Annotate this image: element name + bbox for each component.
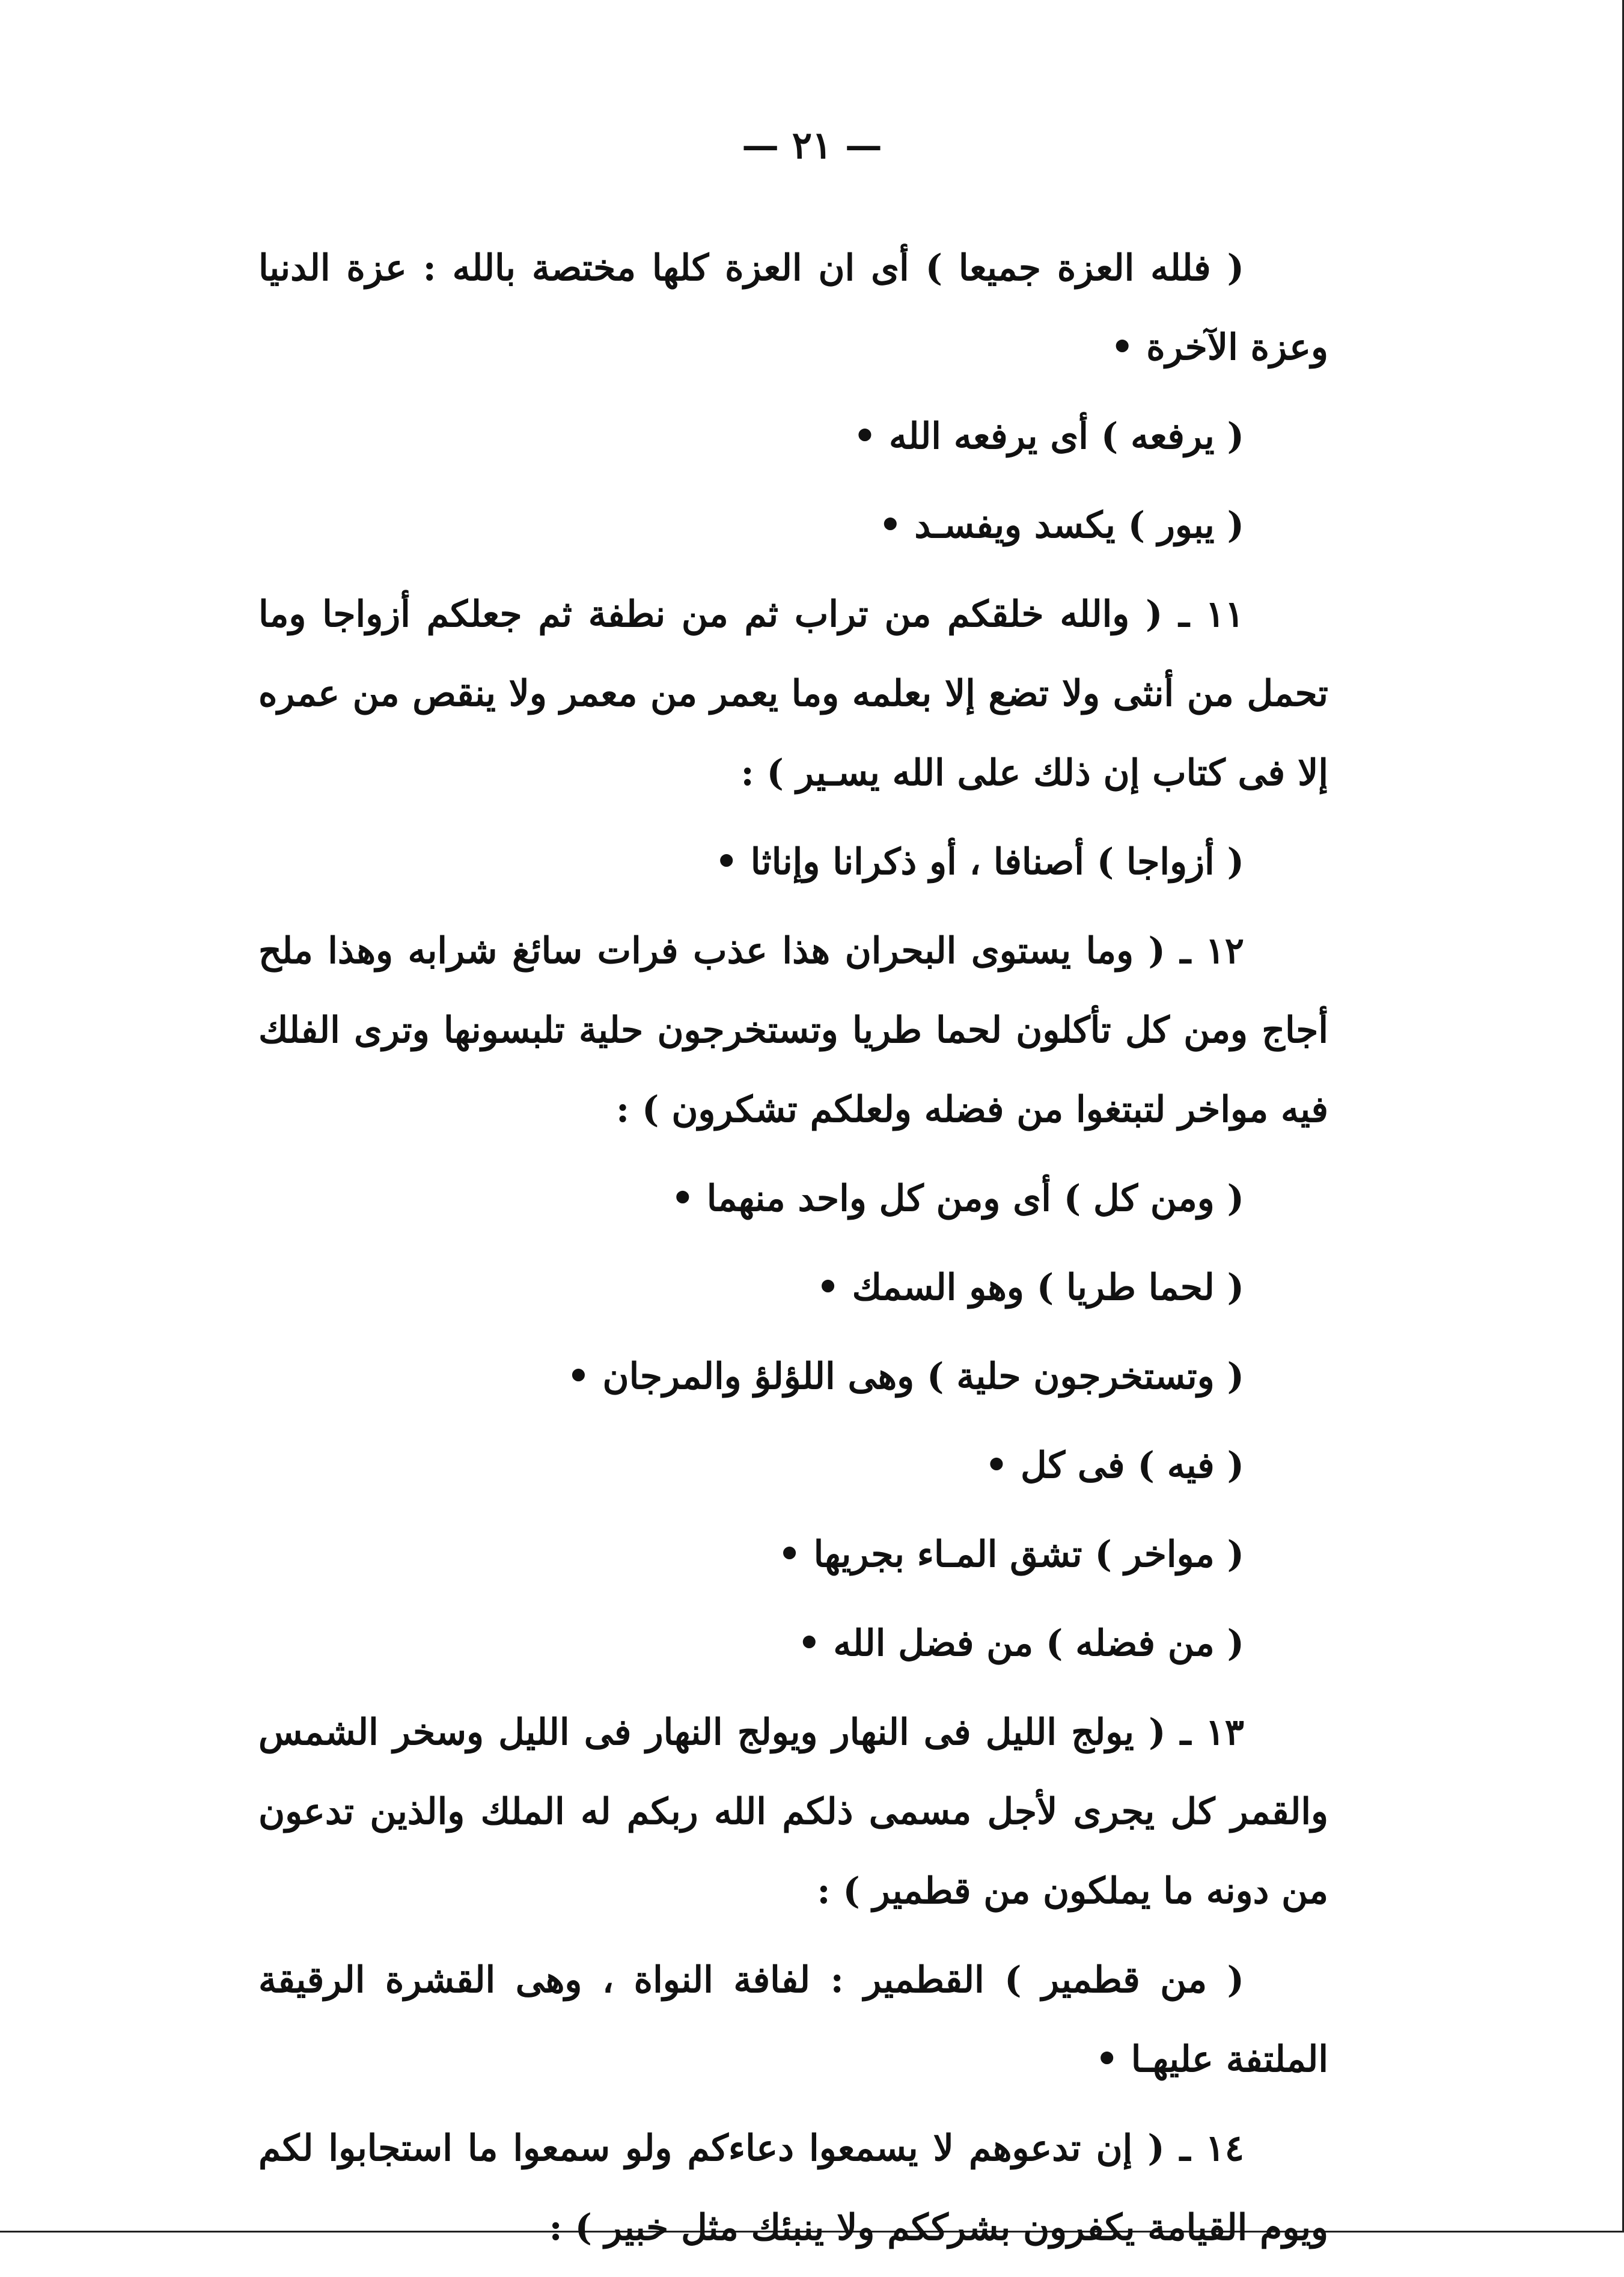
gloss-paragraph: ( يبور ) يكسد ويفسـد • <box>879 504 1244 546</box>
verse-paragraph: ١٤ ـ ( إن تدعوهم لا يسمعوا دعاءكم ولو سمعوا ما استجابوا لكم ويوم القيامة يكفرون بشرككم ولا ينبئك مثل خبير ) : <box>258 2127 1328 2249</box>
verse-paragraph: ١٣ ـ ( يولج الليل فى النهار ويولج النهار فى الليل وسخر الشمس والقمر كل يجرى لأجل مسمى ذلكم الله ربكم له الملك والذين تدعون من دونه ما يملكون من قطمير ) : <box>258 1711 1328 1912</box>
page-number: — ٢١ — <box>742 123 882 167</box>
gloss-paragraph: ( ومن كل ) أى ومن كل واحد منهما • <box>671 1178 1244 1220</box>
gloss-paragraph: ( من فضله ) من فضل الله • <box>798 1622 1244 1664</box>
verse-paragraph: ١٢ ـ ( وما يستوى البحران هذا عذب فرات سائغ شرابه وهذا ملح أجاج ومن كل تأكلون لحما طريا وتستخرجون حلية تلبسونها وترى الفلك فيه مواخر لتبتغوا من فضله ولعلكم تشكرون ) : <box>258 930 1328 1131</box>
gloss-paragraph: ( لحما طريا ) وهو السمك • <box>816 1267 1244 1309</box>
gloss-paragraph: ( من قطمير ) القطمير : لفافة النواة ، وهى القشرة الرقيقة الملتفة عليهـا • <box>258 1959 1328 2080</box>
gloss-paragraph: ( يرفعه ) أى يرفعه الله • <box>853 415 1244 457</box>
gloss-paragraph: ( وتستخرجون حلية ) وهى اللؤلؤ والمرجان • <box>567 1356 1244 1398</box>
gloss-paragraph: ( أزواجا ) أصنافا ، أو ذكرانا وإناثا • <box>715 841 1244 883</box>
gloss-paragraph: ( مواخر ) تشق المـاء بجريها • <box>778 1533 1244 1576</box>
gloss-paragraph: ( فلله العزة جميعا ) أى ان العزة كلها مختصة بالله : عزة الدنيا وعزة الآخرة • <box>258 247 1328 368</box>
gloss-paragraph: ( فيه ) فى كل • <box>984 1444 1244 1487</box>
verse-paragraph: ١١ ـ ( والله خلقكم من تراب ثم من نطفة ثم جعلكم أزواجا وما تحمل من أنثى ولا تضع إلا بعلمه وما يعمر من معمر ولا ينقص من عمره إلا فى كتاب إن ذلك على الله يسـير ) : <box>258 593 1328 794</box>
page-body <box>258 228 1328 2277</box>
